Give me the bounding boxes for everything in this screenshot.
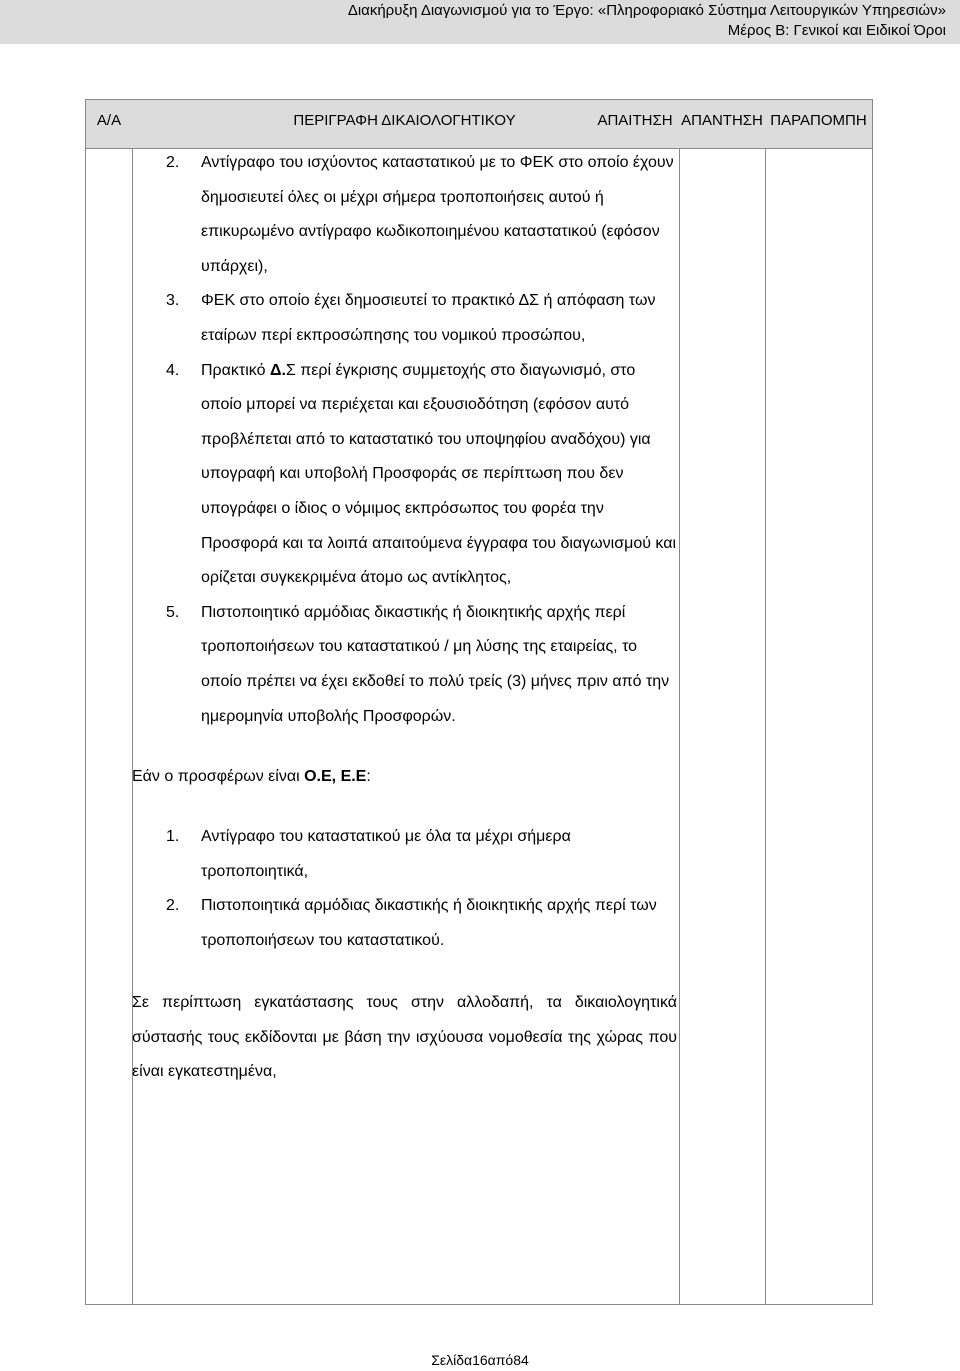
column-header-reference: ΠΑΡΑΠΟΜΠΗ	[770, 112, 867, 129]
company-documents-list	[132, 146, 677, 734]
requirements-table	[85, 99, 873, 1305]
page-number: Σελίδα16από84	[431, 1352, 529, 1368]
column-header-description: ΠΕΡΙΓΡΑΦΗ ΔΙΚΑΙΟΛΟΓΗΤΙΚΟΥ	[293, 112, 516, 129]
column-divider	[765, 148, 766, 1304]
column-header-response: ΑΠΑΝΤΗΣΗ	[681, 112, 763, 129]
table-header-row	[86, 100, 872, 149]
list-item: 4. Πρακτικό Δ.Σ περί έγκρισης συμμετοχής στο διαγωνισμό, στο οποίο μπορεί να περιέχεται και εξουσιοδότηση (εφόσον αυτό προβλέπεται από το καταστατικό του υποψηφίου αναδόχου) για υπογραφή και υποβολή Προσφοράς σε περίπτωση που δεν υπογράφει ο ίδιος ο νόμιμος εκπρόσωπος του φορέα την Προσφορά και τα λοιπά απαιτούμενα έγγραφα του διαγωνισμού και ορίζεται συγκεκριμένα άτομο ως αντίκλητος,	[166, 361, 677, 587]
column-divider	[872, 148, 873, 1304]
column-header-requirement: ΑΠΑΙΤΗΣΗ	[597, 112, 673, 129]
list-item: 3. ΦΕΚ στο οποίο έχει δημοσιευτεί το πρακτικό ΔΣ ή απόφαση των εταίρων περί εκπροσώπησης του νομικού προσώπου,	[166, 292, 656, 344]
description-cell	[132, 148, 677, 1090]
list-item: 5. Πιστοποιητικό αρμόδιας δικαστικής ή διοικητικής αρχής περί τροποποιήσεων του καταστατικού / μη λύσης της εταιρείας, το οποίο πρέπει να έχει εκδοθεί το πολύ τρείς (3) μήνες πριν από την ημερομηνία υποβολής Προσφορών.	[166, 603, 670, 725]
list-item: 2. Αντίγραφο του ισχύοντος καταστατικού με το ΦΕΚ στο οποίο έχουν δημοσιευτεί όλες οι μέχρι σήμερα τροποποιήσεις αυτού ή επικυρωμένο αντίγραφο κωδικοποιημένου καταστατικού (εφόσον υπάρχει),	[166, 154, 674, 275]
page-header	[0, 0, 960, 44]
list-item: 2. Πιστοποιητικά αρμόδιας δικαστικής ή διοικητικής αρχής περί των τροποποιήσεων του καταστατικού.	[166, 897, 657, 949]
partnership-documents-list	[132, 820, 677, 958]
partnership-intro: Εάν ο προσφέρων είναι Ο.Ε, Ε.Ε:	[132, 768, 371, 786]
column-divider	[679, 148, 680, 1304]
document-part: Μέρος Β: Γενικοί και Ειδικοί Όροι	[727, 22, 946, 39]
column-header-aa: Α/Α	[96, 112, 122, 129]
list-item: 1. Αντίγραφο του καταστατικού με όλα τα μέχρι σήμερα τροποποιητικά,	[166, 828, 571, 880]
document-title: Διακήρυξη Διαγωνισμού για το Έργο: «Πληροφοριακό Σύστημα Λειτουργικών Υπηρεσιών»	[347, 2, 946, 19]
foreign-establishment-paragraph: Σε περίπτωση εγκατάστασης τους στην αλλοδαπή, τα δικαιολογητικά σύστασής τους εκδίδονται με βάση την ισχύουσα νομοθεσία της χώρας που είναι εγκατεστημένα,	[132, 994, 677, 1081]
